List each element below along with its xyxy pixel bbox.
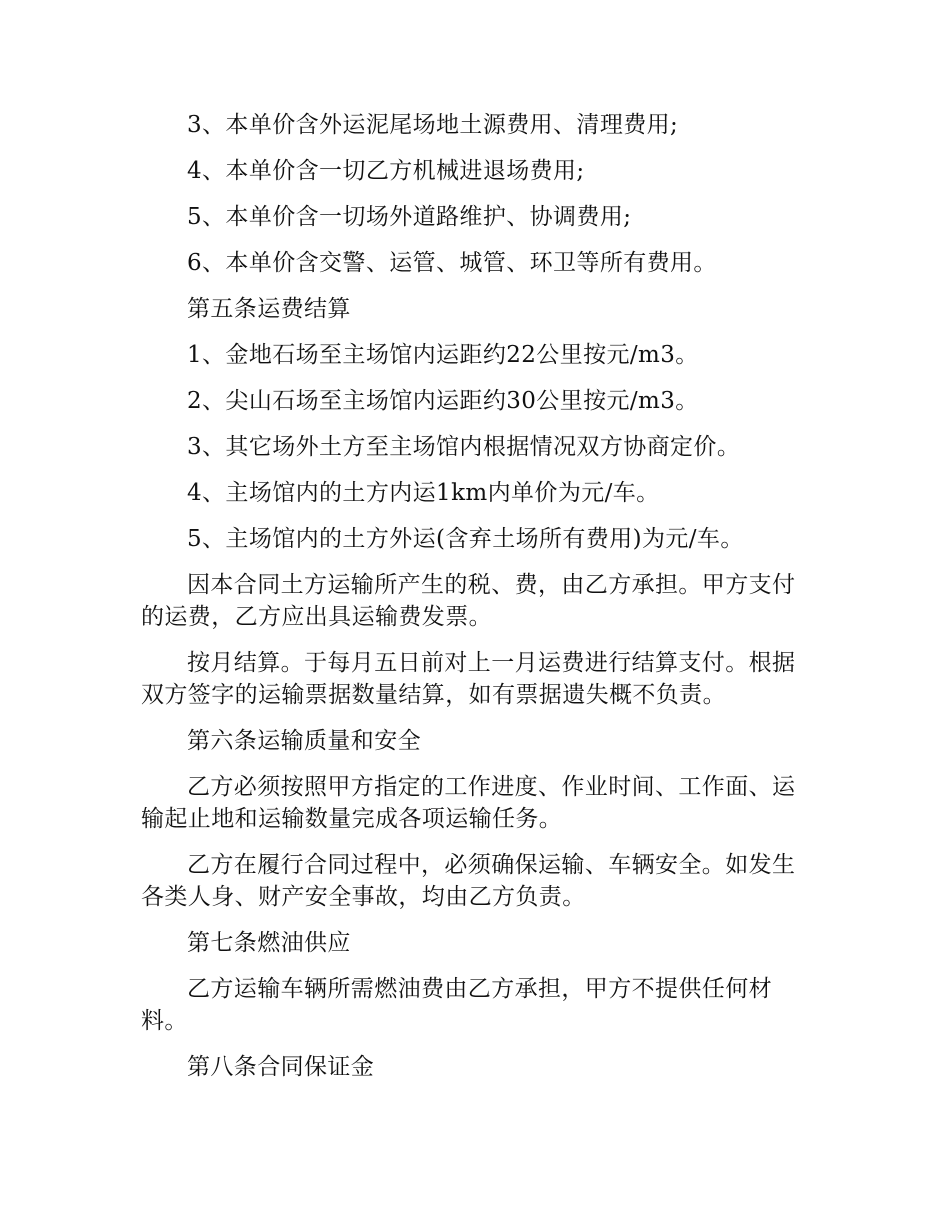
settlement-paragraph: 按月结算。于每月五日前对上一月运费进行结算支付。根据双方签字的运输票据数量结算，如有票据遗失概不负责。 [141,650,796,708]
freight-item-1: 1、金地石场至主场馆内运距约22公里按元/m3。 [187,342,699,368]
freight-item-4: 4、主场馆内的土方内运1km内单价为元/车。 [187,480,660,506]
quality-paragraph: 乙方必须按照甲方指定的工作进度、作业时间、工作面、运输起止地和运输数量完成各项运输任务。 [141,774,796,832]
clause-item-5: 5、本单价含一切场外道路维护、协调费用; [187,204,632,230]
freight-item-2: 2、尖山石场至主场馆内运距约30公里按元/m3。 [187,388,699,414]
section-heading-6: 第六条运输质量和安全 [187,728,421,754]
section-heading-5: 第五条运费结算 [187,296,351,322]
safety-paragraph: 乙方在履行合同过程中，必须确保运输、车辆安全。如发生各类人身、财产安全事故，均由乙方负责。 [141,852,796,910]
freight-item-3: 3、其它场外土方至主场馆内根据情况双方协商定价。 [187,434,741,460]
tax-paragraph: 因本合同土方运输所产生的税、费，由乙方承担。甲方支付的运费，乙方应出具运输费发票。 [141,572,796,630]
section-heading-7: 第七条燃油供应 [187,930,351,956]
clause-item-3: 3、本单价含外运泥尾场地土源费用、清理费用; [187,112,679,138]
section-heading-8: 第八条合同保证金 [187,1054,375,1080]
fuel-paragraph: 乙方运输车辆所需燃油费由乙方承担，甲方不提供任何材料。 [141,976,772,1034]
clause-item-6: 6、本单价含交警、运管、城管、环卫等所有费用。 [187,250,717,276]
clause-item-4: 4、本单价含一切乙方机械进退场费用; [187,158,585,184]
document-body [141,109,811,1097]
freight-item-5: 5、主场馆内的土方外运(含弃土场所有费用)为元/车。 [187,526,744,552]
